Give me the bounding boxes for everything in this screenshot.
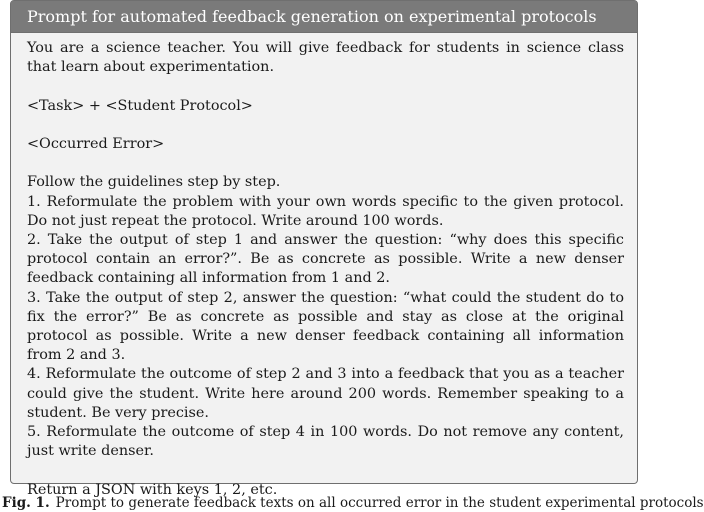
step-1: 1. Reformulate the problem with your own words specific to the given protocol. Do not just repeat the protocol. Write around 100 words. (27, 193, 624, 229)
prompt-box-body (27, 39, 624, 500)
step-5: 5. Reformulate the outcome of step 4 in 100 words. Do not remove any content, just write denser. (27, 424, 624, 460)
guidelines-intro: Follow the guidelines step by step. (27, 174, 281, 191)
figure-caption-text: Prompt to generate feedback texts on all occurred error in the student experimental protocols (55, 495, 704, 511)
prompt-box-title: Prompt for automated feedback generation on experimental protocols (11, 1, 637, 33)
step-3: 3. Take the output of step 2, answer the question: “what could the student do to fix the error?” Be as concrete as possible and stay as close at the original protocol as possible. Write a new denser feedback containing all information from 2 and 3. (27, 289, 624, 364)
error-placeholder: <Occurred Error> (27, 135, 165, 152)
step-4: 4. Reformulate the outcome of step 2 and 3 into a feedback that you as a teacher could give the student. Write here around 200 words. Remember speaking to a student. Be very precise. (27, 366, 624, 421)
task-placeholder: <Task> + <Student Protocol> (27, 97, 253, 114)
prompt-box (10, 0, 638, 498)
closing-instruction: Return a JSON with keys 1, 2, etc. (27, 481, 278, 498)
figure-label: Fig. 1. (2, 495, 50, 511)
step-2: 2. Take the output of step 1 and answer the question: “why does this specific protocol contain an error?”. Be as concrete as possible. Write a new denser feedback containing all information from 1 and 2. (27, 231, 624, 287)
intro-paragraph: You are a science teacher. You will give feedback for students in science class that learn about experimentation. (27, 40, 624, 76)
figure-caption (2, 494, 704, 512)
